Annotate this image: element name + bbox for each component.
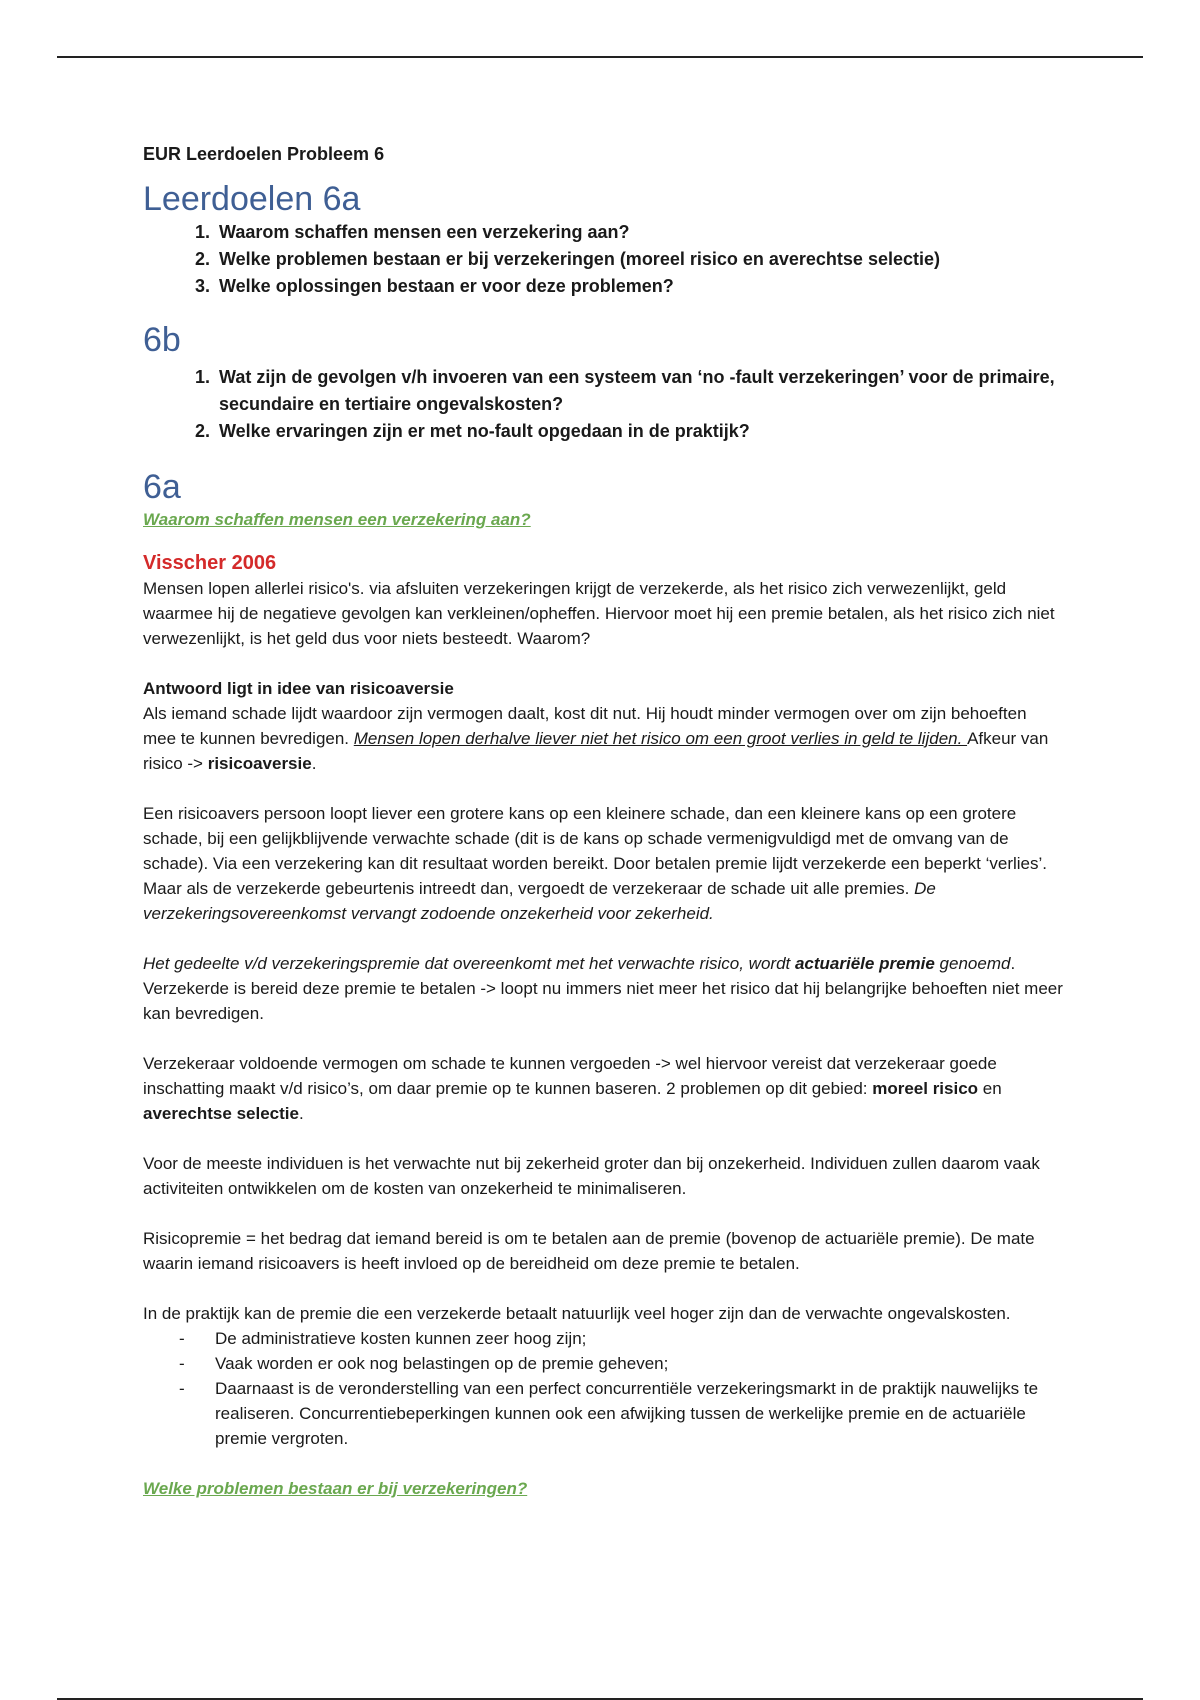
paragraph-practice: In de praktijk kan de premie die een verzekerde betaalt natuurlijk veel hoger zijn dan de verwachte ongevalskosten.	[143, 1304, 1011, 1323]
answer-heading: Antwoord ligt in idee van risicoaversie	[143, 679, 454, 698]
goal-item: 1. Wat zijn de gevolgen v/h invoeren van een systeem van ‘no -fault verzekeringen’ voor de primaire, secundaire en tertiaire ongevalskosten?	[215, 364, 1063, 418]
document-body	[143, 142, 1063, 1501]
heading-6b: 6b	[143, 321, 181, 359]
goal-item: 2. Welke problemen bestaan er bij verzekeringen (moreel risico en averechtse selectie)	[215, 246, 1063, 273]
heading-6a-body: 6a	[143, 468, 181, 506]
question-why-insurance: Waarom schaffen mensen een verzekering aan?	[143, 510, 531, 529]
paragraph-answer: Als iemand schade lijdt waardoor zijn vermogen daalt, kost dit nut. Hij houdt minder vermogen over om zijn behoeften mee te kunnen bevredigen. Mensen lopen derhalve liever niet het risico om een groot verlies in geld te lijden. Afkeur van risico -> risicoaversie.	[143, 704, 1049, 773]
list-item: - Daarnaast is de veronderstelling van een perfect concurrentiële verzekeringsmarkt in de praktijk nauwelijks te realiseren. Concurrentiebeperkingen kunnen ook een afwijking tussen de werkelijke premie en de actuariële premie vergroten.	[215, 1376, 1063, 1451]
top-rule	[57, 56, 1143, 58]
paragraph-utility: Voor de meeste individuen is het verwachte nut bij zekerheid groter dan bij onzekerheid. Individuen zullen daarom vaak activiteiten ontwikkelen om de kosten van onzekerheid te minimaliseren.	[143, 1154, 1040, 1198]
list-item: - De administratieve kosten kunnen zeer hoog zijn;	[215, 1326, 1063, 1351]
document-title: EUR Leerdoelen Probleem 6	[143, 144, 385, 164]
author-heading: Visscher 2006	[143, 552, 277, 574]
paragraph-risk-averse: Een risicoavers persoon loopt liever een grotere kans op een kleinere schade, dan een kleinere kans op een grotere schade, bij een gelijkblijvende verwachte schade (dit is de kans op schade vermenigvuldigd met de omvang van de schade). Via een verzekering kan dit resultaat worden bereikt. Door betalen premie lijdt verzekerde een beperkt ‘verlies’. Maar als de verzekerde gebeurtenis intreedt dan, vergoedt de verzekeraar de schade uit alle premies. De verzekeringsovereenkomst vervangt zodoende onzekerheid voor zekerheid.	[143, 804, 1047, 923]
goal-item: 1. Waarom schaffen mensen een verzekering aan?	[215, 219, 1063, 246]
paragraph-actuarial: Het gedeelte v/d verzekeringspremie dat overeenkomt met het verwachte risico, wordt actuariële premie genoemd. Verzekerde is bereid deze premie te betalen -> loopt nu immers niet meer het risico dat hij belangrijke behoeften niet meer kan bevredigen.	[143, 954, 1063, 1023]
goal-item: 2. Welke ervaringen zijn er met no-fault opgedaan in de praktijk?	[215, 418, 1063, 445]
paragraph-risk-premium: Risicopremie = het bedrag dat iemand bereid is om te betalen aan de premie (bovenop de actuariële premie). De mate waarin iemand risicoavers is heeft invloed op de bereidheid om deze premie te betalen.	[143, 1229, 1035, 1273]
goal-item: 3. Welke oplossingen bestaan er voor deze problemen?	[215, 273, 1063, 300]
heading-leerdoelen-6a: Leerdoelen 6a	[143, 180, 361, 218]
paragraph-insurer: Verzekeraar voldoende vermogen om schade te kunnen vergoeden -> wel hiervoor vereist dat verzekeraar goede inschatting maakt v/d risico’s, om daar premie op te kunnen baseren. 2 problemen op dit gebied: moreel risico en averechtse selectie.	[143, 1054, 1002, 1123]
paragraph-intro: Mensen lopen allerlei risico's. via afsluiten verzekeringen krijgt de verzekerde, als het risico zich verwezenlijkt, geld waarmee hij de negatieve gevolgen kan verkleinen/opheffen. Hiervoor moet hij een premie betalen, als het risico zich niet verwezenlijkt, is het geld dus voor niets besteedt. Waarom?	[143, 579, 1055, 648]
list-item: - Vaak worden er ook nog belastingen op de premie geheven;	[215, 1351, 1063, 1376]
practice-list	[143, 1326, 1063, 1451]
question-problems: Welke problemen bestaan er bij verzekeringen?	[143, 1479, 528, 1498]
goals-6a-list	[143, 219, 1063, 300]
goals-6b-list	[143, 364, 1063, 445]
